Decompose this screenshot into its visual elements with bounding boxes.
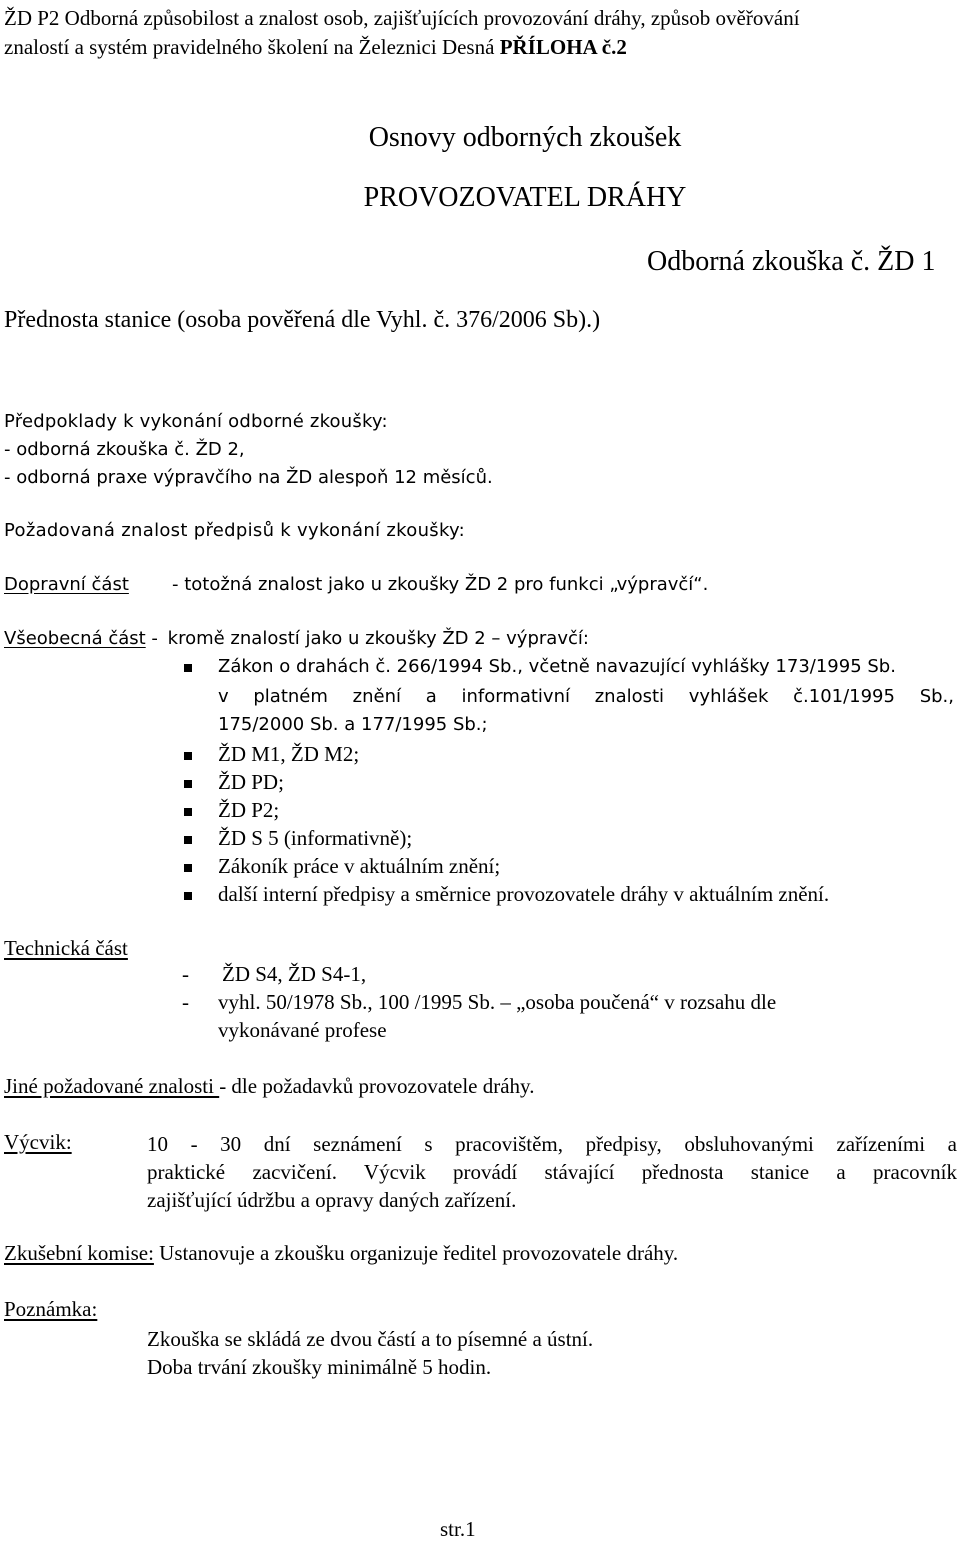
prerequisite-item: - odborná zkouška č. ŽD 2, <box>4 439 245 460</box>
list-item: ŽD PD; <box>218 770 284 794</box>
document-header <box>4 4 800 62</box>
technical-part-label: Technická část <box>4 936 128 960</box>
note-line: Doba trvání zkoušky minimálně 5 hodin. <box>147 1355 492 1379</box>
bullet-icon <box>184 836 192 844</box>
training-text <box>147 1130 957 1214</box>
role-title: Přednosta stanice (osoba pověřená dle Vyhl. č. 376/2006 Sb).) <box>4 307 601 333</box>
transport-part-text: - totožná znalost jako u zkoušky ŽD 2 pro funkci „výpravčí“. <box>172 574 709 595</box>
list-item: vyhl. 50/1978 Sb., 100 /1995 Sb. – „osoba poučená“ v rozsahu dle <box>218 990 777 1014</box>
bullet-icon <box>184 864 192 872</box>
page-subtitle: PROVOZOVATEL DRÁHY <box>363 182 687 213</box>
exam-number: Odborná zkouška č. ŽD 1 <box>647 246 936 277</box>
list-item: ŽD S4, ŽD S4-1, <box>222 962 367 986</box>
header-line-1: ŽD P2 Odborná způsobilost a znalost osob, zajišťujících provozování dráhy, způsob ověřování <box>4 6 800 30</box>
page-number: str.1 <box>440 1517 476 1541</box>
list-dash: - <box>182 962 189 986</box>
other-knowledge-label: Jiné požadované znalosti <box>4 1074 220 1098</box>
prerequisite-item: - odborná praxe výpravčího na ŽD alespoň 12 měsíců. <box>4 467 493 488</box>
note-label: Poznámka: <box>4 1297 98 1321</box>
prerequisites-heading: Předpoklady k vykonání odborné zkoušky: <box>4 411 388 432</box>
note-line: Zkouška se skládá ze dvou částí a to písemné a ústní. <box>147 1327 594 1351</box>
note-text <box>147 1325 593 1381</box>
list-item: ŽD S 5 (informativně); <box>218 826 413 850</box>
law-name: Zákon o drahách č. 266/1994 Sb. <box>218 656 518 677</box>
other-knowledge-text: - dle požadavků provozovatele dráhy. <box>219 1074 535 1098</box>
page-title: Osnovy odborných zkoušek <box>368 122 682 153</box>
list-item: Zákoník práce v aktuálním znění; <box>218 854 501 878</box>
general-part-intro: kromě znalostí jako u zkoušky ŽD 2 – výpravčí: <box>167 628 589 649</box>
training-label: Výcvik: <box>4 1130 72 1154</box>
list-dash: - <box>182 990 189 1014</box>
general-part-label: Všeobecná část <box>4 628 146 649</box>
header-line-2 <box>4 33 800 62</box>
list-item: ŽD P2; <box>218 798 280 822</box>
commission-row <box>4 1241 678 1266</box>
law-decree: , včetně navazující vyhlášky 173/1995 Sb. <box>517 656 896 677</box>
commission-label: Zkušební komise: <box>4 1241 154 1265</box>
header-line-2-text: znalostí a systém pravidelného školení na Železnici Desná <box>4 35 495 59</box>
prerequisites <box>4 408 493 492</box>
annex-label: PŘÍLOHA č.2 <box>499 35 627 59</box>
list-item: další interní předpisy a směrnice provozovatele dráhy v aktuálním znění. <box>218 882 830 906</box>
general-part-row <box>4 628 589 649</box>
training-line: zajišťující údržbu a opravy daných zařízení. <box>147 1188 517 1212</box>
list-item-continuation: vykonávané profese <box>218 1018 387 1042</box>
list-item: ŽD M1, ŽD M2; <box>218 742 360 766</box>
law-line-1 <box>218 656 896 677</box>
general-part-dash: - <box>145 628 164 649</box>
bullet-icon <box>184 808 192 816</box>
law-line-2: v platném znění a informativní znalosti vyhlášek č.101/1995 Sb., <box>218 686 954 707</box>
commission-text: Ustanovuje a zkoušku organizuje ředitel provozovatele dráhy. <box>153 1241 679 1265</box>
bullet-icon <box>184 892 192 900</box>
bullet-icon <box>184 780 192 788</box>
bullet-icon <box>184 664 192 672</box>
law-line-3: 175/2000 Sb. a 177/1995 Sb.; <box>218 714 488 735</box>
required-knowledge-heading: Požadovaná znalost předpisů k vykonání zkoušky: <box>4 520 466 541</box>
bullet-icon <box>184 752 192 760</box>
transport-part-label: Dopravní část <box>4 574 129 595</box>
training-line: praktické zacvičení. Výcvik provádí stávající přednosta stanice a pracovník <box>147 1160 957 1184</box>
other-knowledge-row <box>4 1074 534 1099</box>
training-line: 10 - 30 dní seznámení s pracovištěm, předpisy, obsluhovanými zařízeními a <box>147 1132 957 1156</box>
